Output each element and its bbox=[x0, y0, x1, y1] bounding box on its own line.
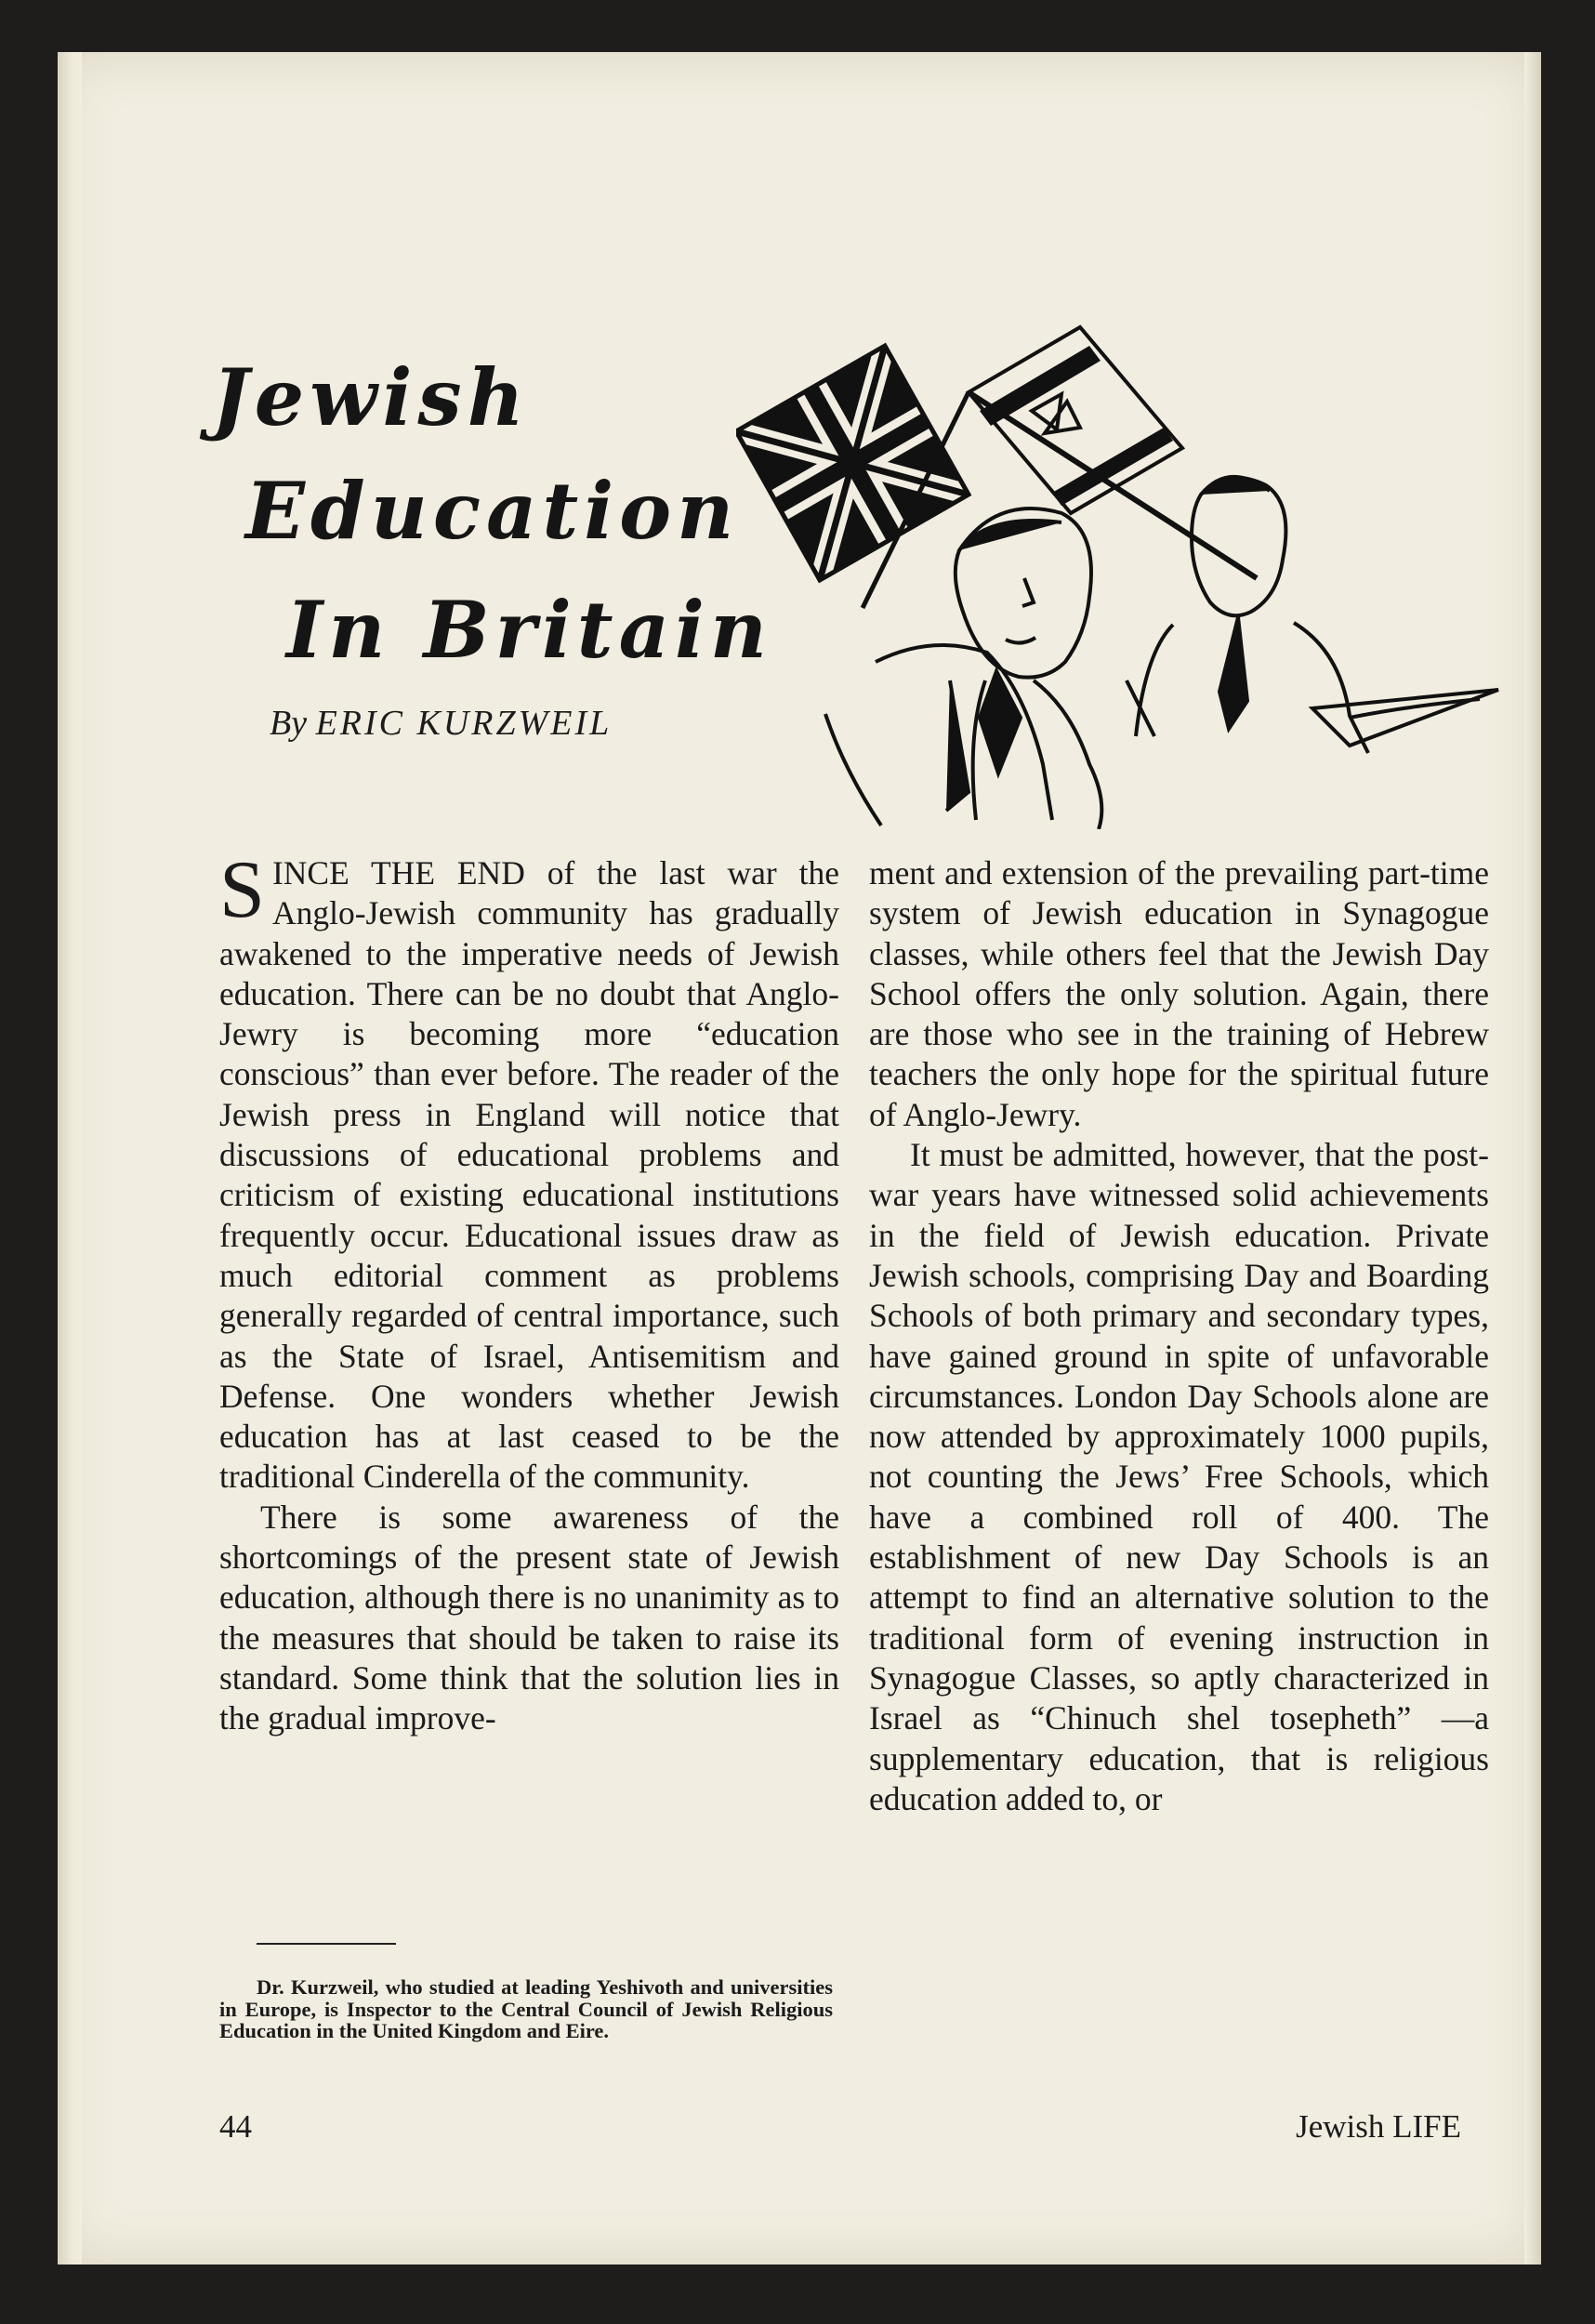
paragraph-2: There is some awareness of the shortcomings of the present state of Jewish education, although there is no unanimity as to the measures that should be taken to raise its standard. Some think that the solution lies in the gradual improve- bbox=[219, 1498, 839, 1737]
footnote-divider bbox=[257, 1943, 396, 1945]
byline bbox=[270, 703, 612, 744]
students-flags-illustration bbox=[736, 271, 1536, 829]
paragraph-4: It must be admitted, however, that the post-war years have witnessed solid achievements in the field of Jewish education. Private Jewish schools, comprising Day and Boarding Schools of both primary and secondary types, have gained ground in spite of unfavorable circumstances. London Day Schools alone are now attended by approximately 1000 pupils, not counting the Jews’ Free Schools, which have a combined roll of 400. The establishment of new Day Schools is an attempt to find an alternative solution to the traditional form of evening instruction in Synagogue Classes, so aptly characterized in Israel as “Chinuch shel tosepheth” —a supplementary education, that is religious education added to, or bbox=[869, 1136, 1489, 1817]
paragraph-1-text: INCE THE END of the last war the Anglo-Jewish community has gradually awakened to the imperative needs of Jewish education. There can be no doubt that Anglo-Jewry is becoming more “education conscious” than ever before. The reader of the Jewish press in England will notice that discussions of educational problems and criticism of existing educational institutions frequently occur. Educational issues draw as much editorial comment as problems generally regarded of central importance, such as the State of Israel, Antisemitism and Defense. One wonders whether Jewish education has at last ceased to be the traditional Cinderella of the community. bbox=[219, 854, 839, 1496]
byline-prefix: By bbox=[270, 704, 308, 743]
left-student bbox=[825, 508, 1101, 829]
author-name: ERIC KURZWEIL bbox=[315, 704, 613, 743]
article-column-left bbox=[219, 845, 839, 1739]
title-line-1: Jewish bbox=[212, 351, 530, 443]
title-line-2: Education bbox=[245, 465, 740, 557]
article-column-right bbox=[869, 853, 1489, 1819]
page-number: 44 bbox=[219, 2108, 252, 2145]
right-student bbox=[1127, 477, 1498, 753]
author-footnote: Dr. Kurzweil, who studied at leading Yeshivoth and universities in Europe, is Inspector to the Central Council of Jewish Religious Education in the United Kingdom and Eire. bbox=[219, 1975, 833, 2042]
paragraph-3: ment and extension of the prevailing part-time system of Jewish education in Synagogue classes, while others feel that the Jewish Day School offers the only solution. Again, there are those who see in the training of Hebrew teachers the only hope for the spiritual future of Anglo-Jewry. bbox=[869, 854, 1489, 1133]
page-spine bbox=[58, 52, 82, 2265]
paragraph-1 bbox=[219, 845, 839, 1498]
magazine-title-footer: Jewish LIFE bbox=[1296, 2108, 1461, 2145]
drop-cap: S bbox=[219, 845, 265, 935]
magazine-page bbox=[58, 52, 1541, 2265]
title-line-3: In Britain bbox=[286, 584, 772, 676]
